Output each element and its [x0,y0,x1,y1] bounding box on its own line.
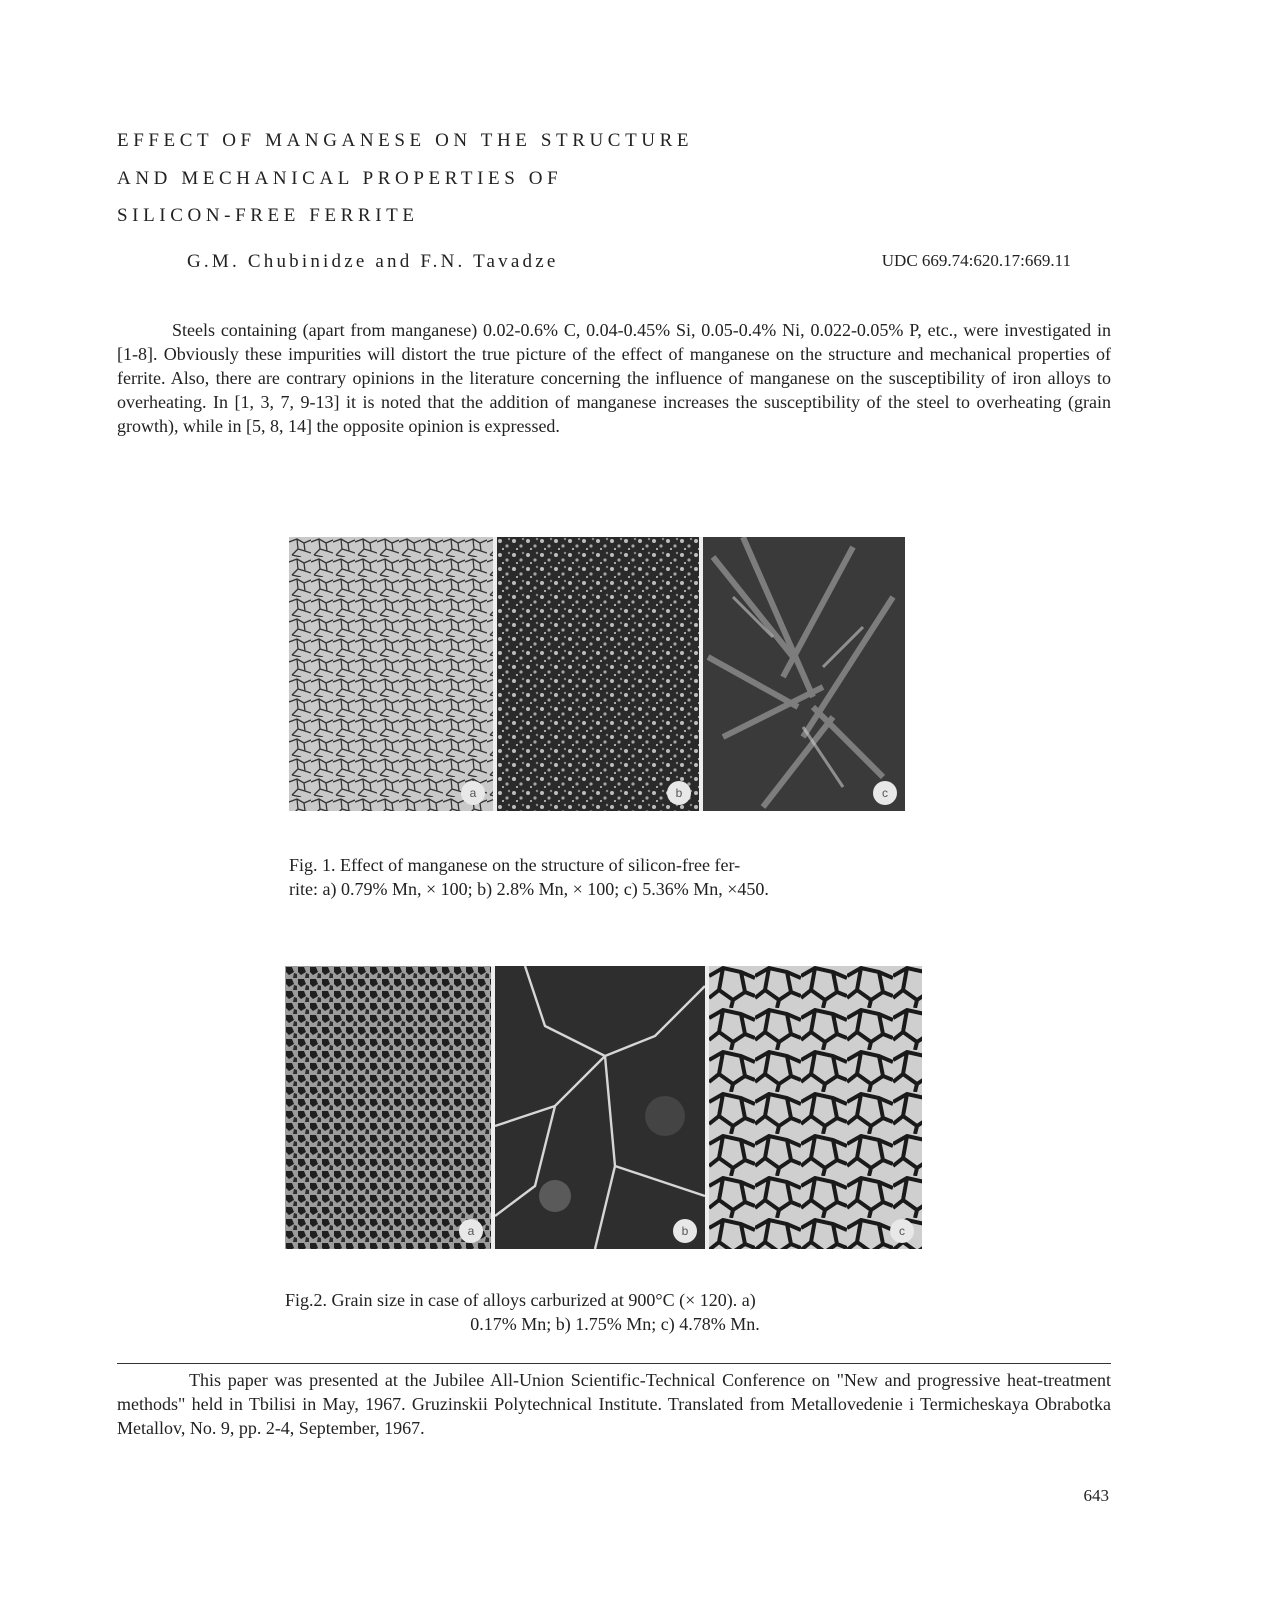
figure-1-caption-line-2: rite: a) 0.79% Mn, × 100; b) 2.8% Mn, × 100; c) 5.36% Mn, ×450. [289,879,769,899]
footnote [117,1368,1111,1440]
intro-text: Steels containing (apart from manganese) 0.02-0.6% C, 0.04-0.45% Si, 0.05-0.4% Ni, 0.022-0.05% P, etc., were investigated in [1-8]. Obviously these impurities will distort the true picture of the effect of manganese on the structure and mechanical properties of ferrite. Also, there are contrary opinions in the literature concerning the influence of manganese on the susceptibility of iron alloys to overheating. In [1, 3, 7, 9-13] it is noted that the addition of manganese increases the susceptibility of the steel to overheating (grain growth), while in [5, 8, 14] the opposite opinion is expressed. [117,320,1111,436]
footnote-divider [117,1363,1111,1364]
figure-2-panel-a [285,966,491,1249]
figure-2-caption-line-1: Fig.2. Grain size in case of alloys carburized at 900°C (× 120). a) [285,1290,756,1310]
figure-2-label-a: a [459,1219,483,1243]
figure-1-panel-a [289,537,493,811]
figure-2-label-b: b [673,1219,697,1243]
micrograph-coarse-grains [709,966,922,1249]
title-line-3: SILICON-FREE FERRITE [117,205,419,226]
intro-paragraph [117,318,1111,438]
figure-2-label-c: c [890,1219,914,1243]
micrograph-small-dark-grains [285,966,491,1249]
udc-code: UDC 669.74:620.17:669.11 [881,251,1071,270]
title-line-2: AND MECHANICAL PROPERTIES OF [117,168,563,189]
figure-2-caption-line-2: 0.17% Mn; b) 1.75% Mn; c) 4.78% Mn. [470,1314,760,1334]
micrograph-needle-structure [703,537,905,811]
authors: G.M. Chubinidze and F.N. Tavadze [187,251,559,272]
figure-2 [285,966,922,1249]
figure-1 [289,537,905,811]
micrograph-fine-grains [289,537,493,811]
figure-1-label-c: c [873,781,897,805]
figure-2-panel-c [709,966,922,1249]
figure-1-panel-c [703,537,905,811]
page-number: 643 [1083,1486,1109,1505]
footnote-text: This paper was presented at the Jubilee All-Union Scientific-Technical Conference on "New and progressive heat-treatment methods" held in Tbilisi in May, 1967. Gruzinskii Polytechnical Institute. Translated from Metallovedenie i Termicheskaya Obrabotka Metallov, No. 9, pp. 2-4, September, 1967. [117,1370,1111,1438]
figure-1-label-b: b [667,781,691,805]
figure-1-caption [289,853,769,901]
figure-2-panel-b [495,966,705,1249]
title-line-1: EFFECT OF MANGANESE ON THE STRUCTURE [117,130,694,151]
micrograph-dark-speckle [497,537,699,811]
micrograph-large-grains-cracks [495,966,705,1249]
figure-1-panel-b [497,537,699,811]
figure-2-caption [285,1288,945,1336]
figure-1-caption-line-1: Fig. 1. Effect of manganese on the structure of silicon-free fer- [289,855,741,875]
figure-1-label-a: a [461,781,485,805]
